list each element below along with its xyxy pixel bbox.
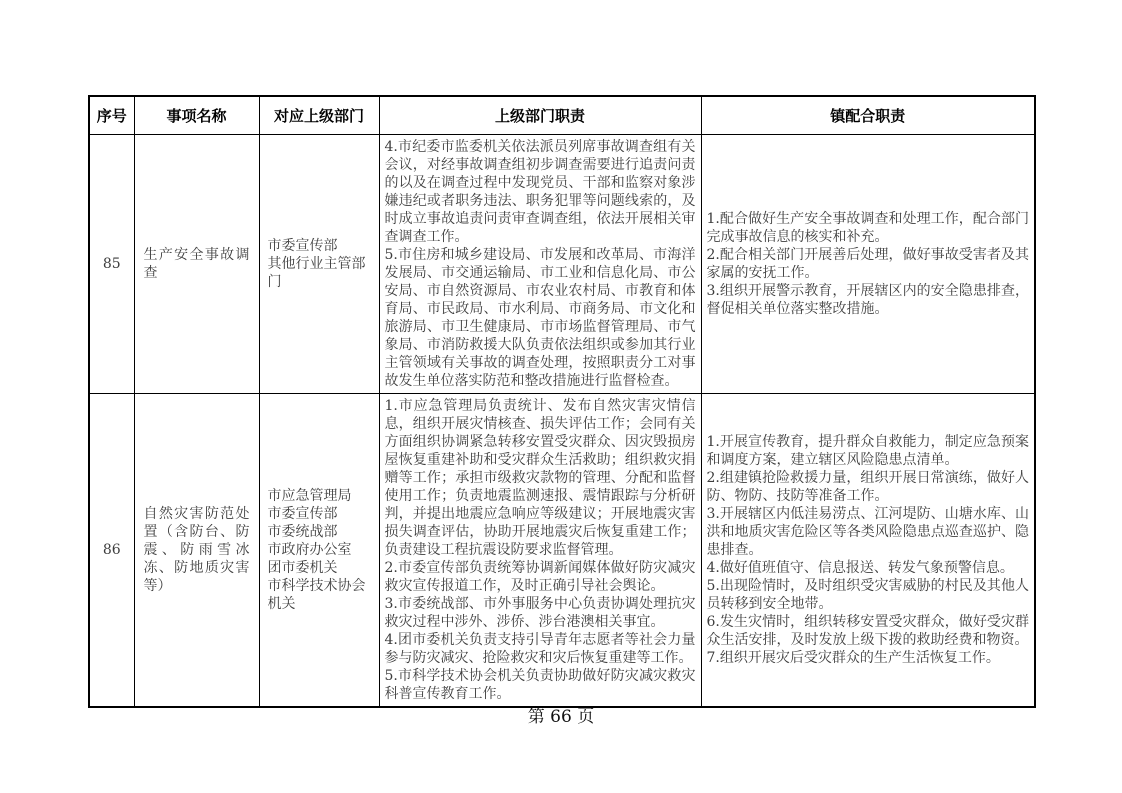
seq-cell: 85 bbox=[89, 134, 134, 393]
table-row bbox=[89, 134, 1035, 393]
town-duties-cell bbox=[701, 393, 1035, 707]
duty-item: 4.市纪委市监委机关依法派员列席事故调查组有关会议，对经事故调查组初步调查需要进行追责问责的以及在调查过程中发现党员、干部和监察对象涉嫌违纪或者职务违法、职务犯罪等问题线索的，及时成立事故追责问责审查调查组，依法开展相关审查调查工作。 bbox=[384, 138, 696, 245]
page-number: 第 66 页 bbox=[527, 707, 595, 727]
duty-item: 6.发生灾情时，组织转移安置受灾群众，做好受灾群众生活安排，及时发放上级下拨的救助经费和物资。 bbox=[706, 613, 1029, 648]
duty-item: 2.市委宣传部负责统筹协调新闻媒体做好防灾减灾救灾宣传报道工作，及时正确引导社会舆论。 bbox=[384, 559, 696, 594]
dept-line: 市委统战部 bbox=[267, 523, 338, 540]
duty-item: 4.做好值班值守、信息报送、转发气象预警信息。 bbox=[706, 559, 1014, 576]
dept-line: 市应急管理局 bbox=[267, 487, 352, 504]
column-header-seq: 序号 bbox=[89, 96, 134, 134]
dept-line: 团市委机关 bbox=[267, 559, 338, 576]
table-header-row bbox=[89, 96, 1035, 134]
duty-item: 1.配合做好生产安全事故调查和处理工作，配合部门完成事故信息的核实和补充。 bbox=[706, 210, 1029, 245]
superior-duties-cell bbox=[379, 134, 701, 393]
column-header-superior-dept: 对应上级部门 bbox=[259, 96, 379, 134]
town-duties-cell bbox=[701, 134, 1035, 393]
duty-item: 5.市科学技术协会机关负责协助做好防灾减灾救灾科普宣传教育工作。 bbox=[384, 667, 696, 702]
duty-item: 5.市住房和城乡建设局、市发展和改革局、市海洋发展局、市交通运输局、市工业和信息化局、市公安局、市自然资源局、市农业农村局、市教育和体育局、市民政局、市水利局、市商务局、市文化和旅游局、市卫生健康局、市市场监督管理局、市气象局、市消防救援大队负责依法组织或参加其行业主管领域有关事故的调查处理，按照职责分工对事故发生单位落实防范和整改措施进行监督检查。 bbox=[384, 246, 696, 389]
item-name-cell: 自然灾害防范处置（含防台、防震、防雨雪冰冻、防地质灾害等） bbox=[134, 393, 259, 707]
dept-line: 其他行业主管部门 bbox=[267, 255, 366, 290]
duty-item: 1.开展宣传教育，提升群众自救能力，制定应急预案和调度方案，建立辖区风险隐患点清单。 bbox=[706, 433, 1029, 468]
duty-item: 5.出现险情时，及时组织受灾害威胁的村民及其他人员转移到安全地带。 bbox=[706, 577, 1029, 612]
duty-item: 4.团市委机关负责支持引导青年志愿者等社会力量参与防灾减灾、抢险救灾和灾后恢复重建等工作。 bbox=[384, 631, 696, 666]
seq-cell: 86 bbox=[89, 393, 134, 707]
dept-line: 市委宣传部 bbox=[267, 237, 338, 254]
duty-item: 7.组织开展灾后受灾群众的生产生活恢复工作。 bbox=[706, 649, 1000, 666]
table-row bbox=[89, 393, 1035, 707]
duty-item: 2.组建镇抢险救援力量，组织开展日常演练，做好人防、物防、技防等准备工作。 bbox=[706, 469, 1029, 504]
superior-dept-cell bbox=[259, 134, 379, 393]
superior-duties-cell bbox=[379, 393, 701, 707]
column-header-town-duties: 镇配合职责 bbox=[701, 96, 1035, 134]
duty-table bbox=[88, 95, 1036, 708]
superior-dept-cell bbox=[259, 393, 379, 707]
dept-line: 市委宣传部 bbox=[267, 505, 338, 522]
column-header-superior-duties: 上级部门职责 bbox=[379, 96, 701, 134]
item-name-cell: 生产安全事故调查 bbox=[134, 134, 259, 393]
duty-item: 3.组织开展警示教育，开展辖区内的安全隐患排查，督促相关单位落实整改措施。 bbox=[706, 282, 1029, 317]
column-header-item-name: 事项名称 bbox=[134, 96, 259, 134]
duty-item: 3.开展辖区内低洼易涝点、江河堤防、山塘水库、山洪和地质灾害危险区等各类风险隐患点巡查巡护、隐患排查。 bbox=[706, 505, 1029, 558]
duty-item: 1.市应急管理局负责统计、发布自然灾害灾情信息，组织开展灾情核查、损失评估工作；会同有关方面组织协调紧急转移安置受灾群众、因灾毁损房屋恢复重建补助和受灾群众生活救助；组织救灾捐赠等工作；承担市级救灾款物的管理、分配和监督使用工作；负责地震监测速报、震情跟踪与分析研判，并提出地震应急响应等级建议；开展地震灾害损失调查评估，协助开展地震灾后恢复重建工作；负责建设工程抗震设防要求监督管理。 bbox=[384, 397, 696, 558]
dept-line: 市科学技术协会机关 bbox=[267, 577, 366, 612]
duty-item: 3.市委统战部、市外事服务中心负责协调处理抗灾救灾过程中涉外、涉侨、涉台港澳相关事宜。 bbox=[384, 595, 696, 630]
duty-item: 2.配合相关部门开展善后处理，做好事故受害者及其家属的安抚工作。 bbox=[706, 246, 1029, 281]
dept-line: 市政府办公室 bbox=[267, 541, 352, 558]
